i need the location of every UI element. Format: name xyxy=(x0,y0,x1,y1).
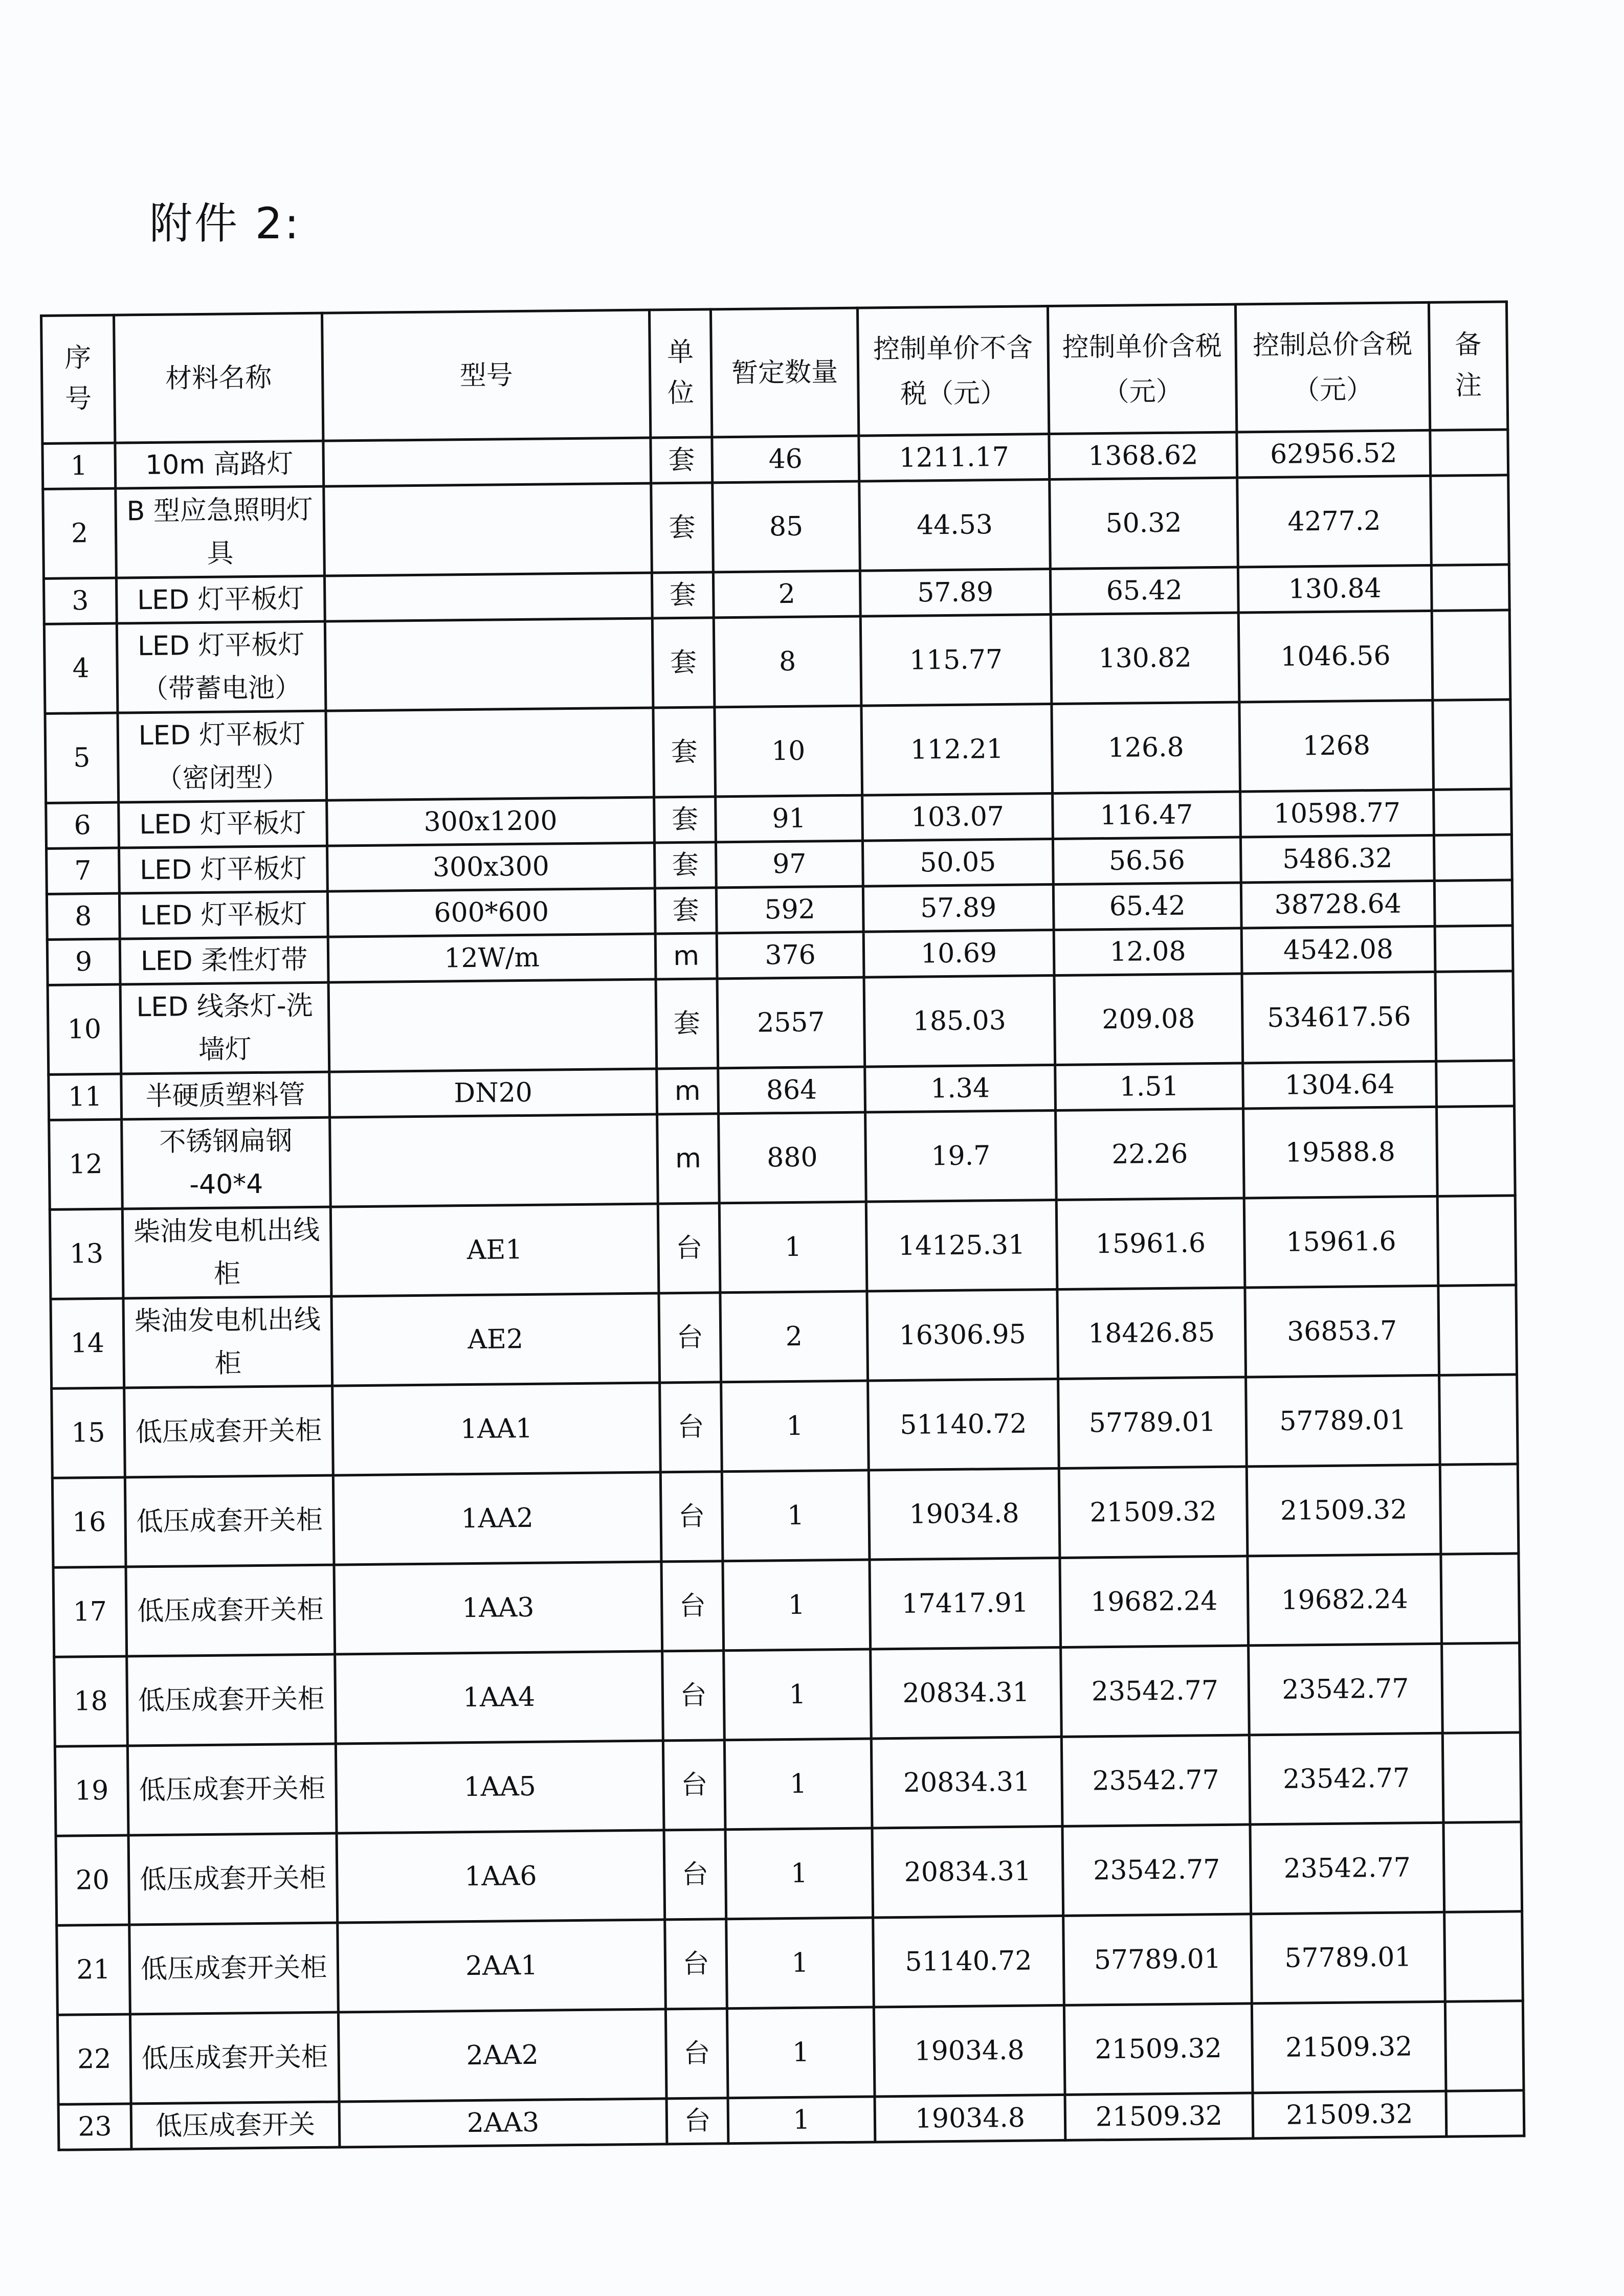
cell-price-inc-tax: 15961.6 xyxy=(1056,1198,1245,1290)
cell-seq: 3 xyxy=(43,578,117,624)
cell-name: LED 灯平板灯 xyxy=(116,576,325,623)
cell-model: 1AA1 xyxy=(332,1383,661,1475)
cell-remark xyxy=(1445,2001,1524,2091)
cell-total-inc-tax: 5486.32 xyxy=(1240,835,1434,883)
cell-qty: 376 xyxy=(717,932,864,979)
cell-price-ex-tax: 1211.17 xyxy=(859,434,1050,482)
cell-total-inc-tax: 57789.01 xyxy=(1251,1912,1445,2004)
table-row xyxy=(57,1911,1523,2015)
cell-name: 低压成套开关柜 xyxy=(125,1475,334,1567)
cell-qty: 592 xyxy=(716,886,863,933)
cell-seq: 10 xyxy=(48,984,121,1074)
cell-remark xyxy=(1437,1196,1516,1286)
cell-model: 600*600 xyxy=(327,888,655,937)
cell-seq: 1 xyxy=(42,443,116,489)
cell-unit: 台 xyxy=(666,2098,728,2144)
cell-model xyxy=(324,573,652,621)
attachment-heading: 附件 2: xyxy=(149,198,301,249)
cell-seq: 23 xyxy=(58,2104,131,2150)
cell-seq: 11 xyxy=(49,1074,122,1120)
cell-qty: 2557 xyxy=(717,977,865,1068)
cell-name: 半硬质塑料管 xyxy=(121,1072,330,1119)
cell-remark xyxy=(1441,1554,1520,1644)
cell-total-inc-tax: 4542.08 xyxy=(1241,926,1435,974)
header-price-inc-tax: 控制单价含税（元） xyxy=(1048,304,1236,434)
cell-qty: 85 xyxy=(713,481,860,572)
cell-unit: 套 xyxy=(653,707,716,797)
header-remark-label: 备注 xyxy=(1454,329,1482,401)
cell-price-inc-tax: 116.47 xyxy=(1053,792,1241,839)
cell-remark xyxy=(1431,475,1509,565)
cell-unit: 台 xyxy=(664,1830,726,1920)
cell-qty: 864 xyxy=(718,1067,865,1114)
cell-model: 2AA2 xyxy=(338,2009,666,2102)
header-model: 型号 xyxy=(322,310,650,441)
cell-remark xyxy=(1442,1732,1521,1822)
cell-model xyxy=(326,708,654,800)
cell-remark xyxy=(1435,926,1513,972)
header-total-inc-tax: 控制总价含税（元） xyxy=(1235,302,1430,432)
cell-model: 1AA3 xyxy=(334,1562,662,1654)
cell-unit: 台 xyxy=(663,1740,725,1830)
table-header-row xyxy=(41,302,1508,443)
cell-model: 1AA2 xyxy=(333,1472,661,1565)
cell-remark xyxy=(1434,789,1512,835)
cell-model: 2AA1 xyxy=(338,1920,666,2012)
cell-price-ex-tax: 19.7 xyxy=(865,1111,1057,1202)
cell-unit: 台 xyxy=(665,1919,727,2009)
cell-qty: 2 xyxy=(720,1291,868,1382)
cell-unit: 套 xyxy=(656,979,718,1069)
cell-seq: 19 xyxy=(55,1746,128,1836)
header-remark xyxy=(1429,302,1507,430)
cell-unit: 套 xyxy=(651,483,714,573)
cell-seq: 9 xyxy=(47,939,120,985)
cell-name: LED 灯平板灯（密闭型） xyxy=(118,711,327,802)
cell-remark xyxy=(1432,610,1510,700)
cell-price-ex-tax: 57.89 xyxy=(860,569,1051,617)
cell-total-inc-tax: 1046.56 xyxy=(1238,611,1433,702)
cell-price-inc-tax: 50.32 xyxy=(1050,478,1238,569)
cell-price-inc-tax: 65.42 xyxy=(1050,567,1238,615)
cell-remark xyxy=(1438,1285,1517,1375)
cell-price-inc-tax: 22.26 xyxy=(1056,1109,1244,1200)
cell-total-inc-tax: 21509.32 xyxy=(1247,1465,1441,1556)
cell-seq: 17 xyxy=(53,1567,127,1657)
cell-name: 不锈钢扁钢 -40*4 xyxy=(122,1117,331,1209)
cell-price-inc-tax: 126.8 xyxy=(1052,702,1240,794)
cell-seq: 2 xyxy=(43,488,117,578)
cell-price-inc-tax: 130.82 xyxy=(1051,613,1239,704)
cell-name: LED 线条灯-洗墙灯 xyxy=(120,982,329,1074)
cell-model: AE1 xyxy=(330,1204,659,1296)
cell-price-ex-tax: 19034.8 xyxy=(875,2095,1065,2142)
cell-qty: 1 xyxy=(725,1828,873,1919)
cell-qty: 1 xyxy=(724,1739,872,1830)
cell-name: 低压成套开关柜 xyxy=(126,1565,335,1656)
cell-remark xyxy=(1433,700,1511,790)
cell-total-inc-tax: 21509.32 xyxy=(1252,2001,1446,2093)
cell-remark xyxy=(1443,1822,1522,1912)
cell-name: 低压成套开关柜 xyxy=(124,1386,333,1477)
cell-model: 1AA4 xyxy=(335,1651,663,1744)
table-row xyxy=(52,1464,1519,1567)
materials-price-table xyxy=(40,300,1525,2151)
cell-remark xyxy=(1434,835,1512,881)
cell-price-inc-tax: 23542.77 xyxy=(1061,1646,1250,1737)
cell-price-ex-tax: 16306.95 xyxy=(867,1289,1058,1381)
cell-price-inc-tax: 18426.85 xyxy=(1057,1288,1246,1379)
table-row xyxy=(49,1106,1516,1209)
cell-price-ex-tax: 51140.72 xyxy=(873,1916,1064,2007)
cell-name: B 型应急照明灯具 xyxy=(116,486,325,578)
cell-total-inc-tax: 19682.24 xyxy=(1248,1554,1442,1646)
table-row xyxy=(56,1822,1522,1925)
cell-price-ex-tax: 185.03 xyxy=(864,976,1055,1067)
cell-name: 柴油发电机出线柜 xyxy=(123,1296,332,1388)
cell-total-inc-tax: 36853.7 xyxy=(1245,1286,1439,1377)
cell-unit: 台 xyxy=(659,1293,721,1383)
cell-total-inc-tax: 21509.32 xyxy=(1253,2091,1447,2139)
table-row xyxy=(50,1196,1516,1299)
cell-model xyxy=(328,979,657,1072)
cell-price-inc-tax: 12.08 xyxy=(1054,928,1242,976)
header-unit xyxy=(649,309,711,438)
cell-name: 柴油发电机出线柜 xyxy=(122,1207,331,1298)
cell-price-ex-tax: 112.21 xyxy=(861,704,1053,796)
cell-price-inc-tax: 209.08 xyxy=(1054,974,1243,1065)
cell-qty: 91 xyxy=(716,795,863,842)
cell-total-inc-tax: 10598.77 xyxy=(1240,790,1434,837)
cell-seq: 6 xyxy=(46,802,119,848)
cell-price-ex-tax: 20834.31 xyxy=(872,1826,1063,1918)
cell-price-ex-tax: 19034.8 xyxy=(869,1468,1060,1560)
cell-model xyxy=(323,438,651,486)
cell-qty: 1 xyxy=(726,1918,874,2009)
cell-unit: 台 xyxy=(660,1382,722,1472)
cell-qty: 1 xyxy=(721,1381,869,1472)
table-body xyxy=(42,430,1524,2150)
cell-remark xyxy=(1436,1106,1515,1196)
cell-price-inc-tax: 65.42 xyxy=(1053,883,1241,930)
cell-unit: m xyxy=(655,933,717,979)
cell-remark xyxy=(1436,1061,1515,1107)
cell-unit: m xyxy=(657,1114,720,1204)
cell-price-ex-tax: 10.69 xyxy=(863,930,1054,978)
cell-qty: 46 xyxy=(712,436,859,483)
cell-name: LED 灯平板灯 xyxy=(119,800,327,848)
table-row xyxy=(55,1732,1521,1836)
cell-unit: 台 xyxy=(658,1203,720,1293)
cell-price-inc-tax: 21509.32 xyxy=(1064,2004,1253,2095)
cell-price-ex-tax: 20834.31 xyxy=(871,1737,1062,1828)
table-row xyxy=(57,2001,1524,2104)
cell-unit: 套 xyxy=(651,437,713,483)
cell-total-inc-tax: 23542.77 xyxy=(1249,1733,1443,1825)
cell-name: 低压成套开关柜 xyxy=(127,1744,337,1835)
cell-model: 12W/m xyxy=(328,934,656,982)
cell-qty: 1 xyxy=(727,2007,875,2098)
cell-price-inc-tax: 21509.32 xyxy=(1059,1467,1248,1558)
cell-model: AE2 xyxy=(331,1293,660,1386)
cell-name: 低压成套开关柜 xyxy=(129,1923,339,2014)
header-name: 材料名称 xyxy=(114,313,323,443)
cell-model: 300x1200 xyxy=(327,797,655,846)
cell-price-inc-tax: 23542.77 xyxy=(1062,1825,1251,1916)
cell-seq: 20 xyxy=(56,1835,129,1925)
cell-price-ex-tax: 14125.31 xyxy=(866,1200,1057,1292)
cell-price-inc-tax: 57789.01 xyxy=(1063,1914,1252,2006)
cell-unit: 套 xyxy=(655,888,717,934)
cell-price-ex-tax: 17417.91 xyxy=(870,1558,1061,1649)
cell-unit: 套 xyxy=(652,618,715,708)
cell-total-inc-tax: 534617.56 xyxy=(1242,972,1436,1063)
cell-seq: 7 xyxy=(47,848,120,894)
cell-price-inc-tax: 57789.01 xyxy=(1058,1377,1247,1469)
cell-remark xyxy=(1439,1375,1518,1465)
cell-total-inc-tax: 57789.01 xyxy=(1246,1375,1440,1467)
cell-price-ex-tax: 103.07 xyxy=(862,794,1053,841)
cell-unit: 套 xyxy=(654,842,716,888)
cell-remark xyxy=(1444,1911,1523,2001)
table-row xyxy=(44,610,1510,713)
cell-qty: 10 xyxy=(715,706,862,797)
cell-price-inc-tax: 21509.32 xyxy=(1065,2093,1253,2141)
cell-price-ex-tax: 44.53 xyxy=(859,480,1051,571)
header-seq-label: 序号 xyxy=(64,342,92,415)
cell-model xyxy=(324,483,652,576)
table-row xyxy=(45,700,1511,803)
cell-name: LED 灯平板灯 xyxy=(119,846,328,893)
cell-model: 1AA5 xyxy=(336,1741,664,1833)
cell-remark xyxy=(1435,971,1514,1061)
header-qty: 暂定数量 xyxy=(710,308,858,437)
cell-total-inc-tax: 23542.77 xyxy=(1250,1822,1444,1914)
cell-total-inc-tax: 1268 xyxy=(1239,700,1434,792)
cell-price-inc-tax: 19682.24 xyxy=(1060,1556,1249,1648)
cell-qty: 1 xyxy=(722,1470,870,1561)
cell-total-inc-tax: 4277.2 xyxy=(1237,476,1432,567)
cell-model xyxy=(330,1114,658,1207)
cell-price-ex-tax: 1.34 xyxy=(865,1065,1056,1113)
cell-total-inc-tax: 1304.64 xyxy=(1243,1061,1437,1109)
cell-price-ex-tax: 20834.31 xyxy=(871,1647,1062,1739)
cell-total-inc-tax: 23542.77 xyxy=(1249,1644,1443,1735)
cell-seq: 21 xyxy=(57,1925,130,2015)
table-row xyxy=(54,1643,1521,1746)
cell-qty: 1 xyxy=(723,1560,871,1651)
cell-price-ex-tax: 19034.8 xyxy=(874,2005,1065,2097)
table-row xyxy=(48,971,1514,1074)
cell-unit: 台 xyxy=(662,1651,725,1741)
cell-seq: 8 xyxy=(47,893,120,939)
cell-name: LED 灯平板灯 xyxy=(119,891,328,939)
cell-seq: 12 xyxy=(49,1119,123,1209)
cell-model: 300x300 xyxy=(327,843,655,891)
cell-model: 2AA3 xyxy=(339,2099,667,2147)
cell-name: 10m 高路灯 xyxy=(115,441,324,488)
cell-price-ex-tax: 57.89 xyxy=(863,885,1054,932)
cell-remark xyxy=(1431,565,1509,611)
cell-qty: 2 xyxy=(713,571,860,618)
header-unit-label: 单位 xyxy=(666,336,695,409)
cell-unit: 套 xyxy=(654,797,716,843)
cell-qty: 1 xyxy=(728,2097,875,2144)
cell-unit: m xyxy=(657,1068,719,1114)
cell-qty: 880 xyxy=(719,1112,866,1203)
cell-seq: 22 xyxy=(57,2014,131,2104)
cell-qty: 1 xyxy=(719,1202,867,1293)
cell-seq: 16 xyxy=(52,1477,126,1567)
cell-unit: 套 xyxy=(652,572,714,618)
cell-unit: 台 xyxy=(660,1472,723,1562)
cell-total-inc-tax: 38728.64 xyxy=(1241,881,1435,928)
table-row xyxy=(52,1375,1518,1478)
cell-seq: 13 xyxy=(50,1209,123,1299)
cell-unit: 台 xyxy=(665,2009,728,2099)
cell-qty: 8 xyxy=(714,616,861,707)
cell-remark xyxy=(1430,430,1508,476)
cell-total-inc-tax: 130.84 xyxy=(1238,565,1432,613)
cell-name: 低压成套开关柜 xyxy=(127,1654,336,1746)
cell-total-inc-tax: 62956.52 xyxy=(1237,430,1431,478)
cell-name: LED 灯平板灯（带蓄电池） xyxy=(117,621,326,713)
cell-unit: 台 xyxy=(661,1561,724,1651)
cell-remark xyxy=(1442,1643,1521,1733)
header-price-ex-tax: 控制单价不含税（元） xyxy=(857,306,1049,436)
cell-remark xyxy=(1440,1464,1519,1554)
cell-model: DN20 xyxy=(329,1069,657,1117)
header-seq xyxy=(41,315,115,443)
cell-qty: 97 xyxy=(716,841,863,888)
cell-model: 1AA6 xyxy=(337,1830,665,1923)
cell-price-ex-tax: 115.77 xyxy=(860,615,1052,706)
cell-seq: 18 xyxy=(54,1656,128,1746)
table-row xyxy=(53,1554,1520,1657)
cell-name: 低压成套开关柜 xyxy=(130,2012,339,2104)
cell-seq: 4 xyxy=(44,623,118,713)
table-row xyxy=(43,475,1509,578)
cell-price-inc-tax: 1368.62 xyxy=(1049,432,1237,480)
cell-name: LED 柔性灯带 xyxy=(120,937,328,984)
cell-price-inc-tax: 1.51 xyxy=(1055,1063,1243,1111)
cell-seq: 14 xyxy=(51,1298,124,1388)
cell-model xyxy=(325,618,653,711)
cell-remark xyxy=(1434,880,1512,926)
table-row xyxy=(51,1285,1517,1388)
cell-total-inc-tax: 19588.8 xyxy=(1243,1107,1438,1198)
cell-price-inc-tax: 23542.77 xyxy=(1061,1735,1250,1827)
cell-total-inc-tax: 15961.6 xyxy=(1244,1196,1438,1288)
cell-price-ex-tax: 51140.72 xyxy=(868,1379,1059,1470)
cell-seq: 15 xyxy=(52,1388,125,1478)
materials-price-table-wrapper xyxy=(40,300,1523,2151)
cell-price-ex-tax: 50.05 xyxy=(862,839,1053,887)
cell-seq: 5 xyxy=(45,713,119,803)
cell-price-inc-tax: 56.56 xyxy=(1053,837,1241,885)
cell-remark xyxy=(1446,2090,1524,2136)
cell-name: 低压成套开关柜 xyxy=(128,1833,338,1925)
cell-name: 低压成套开关 xyxy=(131,2102,340,2149)
cell-qty: 1 xyxy=(724,1649,872,1740)
